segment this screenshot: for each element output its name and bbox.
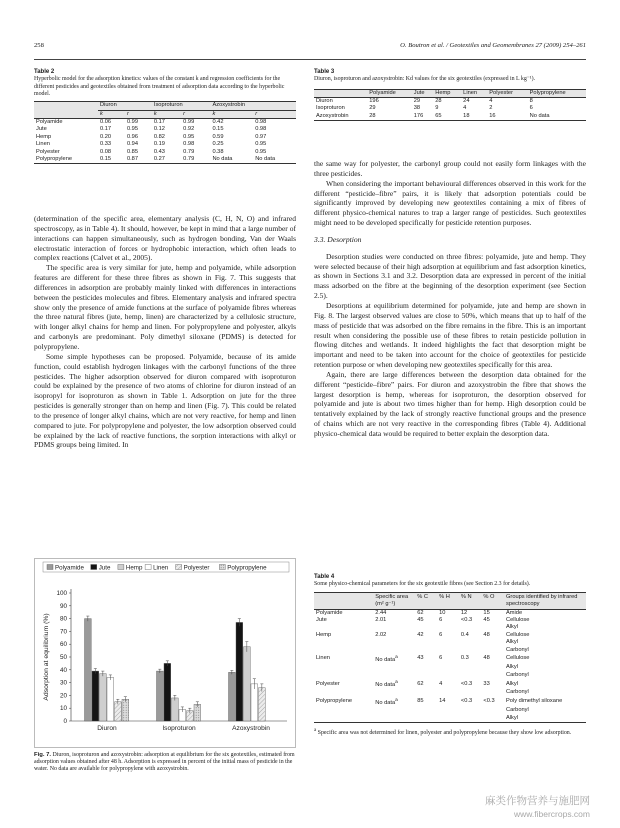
table-cell: 6	[529, 105, 533, 112]
legend-label: Polyamide	[55, 564, 84, 572]
table-cell: Alkyl	[506, 639, 519, 646]
table-cell: 28	[435, 98, 442, 104]
figure-7-caption	[34, 752, 296, 774]
paragraph: The specific area is very similar for jute, hemp and polyamide, while adsorption features are different for these three fibres as shown in Fig. 7. This suggests that differences in adsorption are probably mainly linked with differences in interactions between the pesticides molecules and fibres. Elementary analysis and infrared spectra show only the presence of amide functions at the surface of polyamide fibres whereas the three natural fibres (jute, hemp, linen) are characterized by a cellulosic structure, with longer alkyl chains for hemp and linen. For polypropylene and polyester, alkyls and carbonyls are predominant. Poly dimethyl siloxane (PDMS) is detected for polypropylene.	[34, 263, 296, 351]
table-cell	[481, 639, 504, 646]
table-cell: 0.98	[255, 126, 267, 133]
table-cell: Alkyl	[506, 664, 519, 671]
table-cell: 0.27	[153, 156, 165, 163]
table-cell: 33	[483, 680, 490, 687]
table-cell	[415, 639, 437, 646]
bar-polypropylene-diuron	[122, 699, 129, 721]
y-axis-label: Adsorption at equilibrium (%)	[43, 613, 50, 701]
table-3-label: Table 3	[314, 69, 335, 75]
bar-hemp-azoxystrobin	[244, 647, 251, 721]
table-4-label: Table 4	[314, 574, 335, 580]
legend-swatch	[118, 565, 124, 570]
t2-sub: r	[125, 110, 152, 118]
table-cell: 2.44	[375, 609, 387, 616]
table-cell: Carbonyl	[506, 646, 529, 653]
legend-swatch	[47, 565, 53, 570]
table-cell: 0.4	[460, 631, 469, 638]
row-label: Hemp	[36, 133, 52, 140]
table-cell: 0.17	[153, 119, 165, 125]
legend-swatch	[91, 565, 97, 570]
bar-hemp-isoproturon	[172, 698, 179, 721]
table-cell	[415, 715, 437, 723]
table-cell: <0.3	[460, 698, 473, 705]
table-cell: 0.3	[460, 655, 469, 662]
table-cell: 0.08	[100, 148, 112, 155]
table-cell	[373, 715, 415, 723]
table-cell: 0.95	[255, 141, 267, 148]
right-column	[314, 159, 586, 439]
legend-swatch	[176, 565, 182, 570]
table-cell: 0.38	[212, 148, 224, 155]
table-cell: 62	[417, 680, 424, 687]
column-header: Polyamide	[367, 89, 412, 97]
row-label: Azoxystrobin	[316, 112, 349, 119]
y-tick-label: 70	[59, 628, 67, 636]
table-cell: 0.95	[183, 133, 195, 140]
row-label: Polyamide	[316, 609, 343, 616]
table-row	[314, 105, 586, 112]
legend-label: Linen	[153, 564, 169, 572]
t2-group-0: Diuron	[98, 102, 152, 110]
table-row	[34, 134, 296, 141]
table-row	[314, 715, 586, 723]
y-tick-label: 20	[59, 692, 67, 700]
legend-label: Hemp	[125, 564, 143, 572]
running-title: O. Boutron et al. / Geotextiles and Geomembranes 27 (2009) 254–261	[400, 42, 586, 49]
table-cell	[437, 707, 459, 714]
table-cell	[437, 639, 459, 646]
table-cell	[481, 664, 504, 671]
column-header: Polypropylene	[528, 89, 586, 97]
y-tick-label: 30	[59, 679, 67, 687]
column-header: Hemp	[433, 89, 461, 97]
table-cell	[459, 639, 482, 646]
table-cell	[373, 672, 415, 679]
row-label: Polyester	[36, 148, 60, 155]
table-cell: 85	[417, 698, 424, 705]
row-label: Linen	[316, 655, 330, 662]
x-tick-label: Diuron	[97, 725, 117, 732]
t2-sub: k	[152, 110, 181, 118]
table-cell: 2	[489, 105, 493, 112]
table-cell: 45	[417, 617, 424, 623]
table-row	[314, 113, 586, 121]
y-tick-label: 10	[59, 705, 67, 713]
table-cell	[481, 707, 504, 714]
table-cell: No data$^a$	[375, 680, 398, 689]
y-tick-label: 40	[59, 666, 67, 674]
table-cell: 4	[489, 98, 493, 104]
paragraph: the same way for polyester, the carbonyl group could not easily form linkages with the three pesticides.	[314, 159, 586, 178]
table-row	[314, 639, 586, 646]
table-4-caption: Some physico-chemical parameters for the six geotextile fibres (see Section 2.3 for details).	[314, 581, 531, 588]
table-cell: 0.92	[183, 126, 195, 133]
t2-sub: k	[210, 110, 253, 118]
row-label: Diuron	[316, 98, 333, 104]
table-row	[314, 654, 586, 664]
table-cell: 0.82	[153, 133, 165, 140]
table-cell: 0.79	[183, 148, 195, 155]
table-cell: 0.17	[100, 126, 112, 133]
table-cell	[437, 689, 459, 696]
table-cell: 176	[413, 112, 424, 119]
legend-label: Polyester	[183, 564, 210, 572]
bar-hemp-diuron	[100, 674, 107, 721]
table-cell: Alkyl	[506, 714, 519, 721]
table-cell: 2.01	[375, 617, 387, 623]
table-cell: 0.95	[255, 148, 267, 155]
table-cell: Cellulose	[506, 617, 530, 623]
table-cell: 6	[439, 617, 443, 623]
table-cell: 16	[489, 112, 496, 119]
legend-label: Jute	[98, 564, 111, 572]
table-row	[314, 672, 586, 679]
figure-7	[34, 558, 296, 748]
table-row	[34, 149, 296, 156]
table-cell: 0.15	[212, 126, 224, 133]
table-2-grid	[34, 101, 296, 164]
table-cell: 0.79	[183, 156, 195, 163]
table-cell: 18	[463, 112, 470, 119]
table-cell	[459, 624, 482, 631]
bar-polyamide-azoxystrobin	[229, 672, 236, 721]
legend-swatch	[145, 565, 151, 570]
table-cell: 0.43	[153, 148, 165, 155]
table-cell	[459, 707, 482, 714]
table-3-caption: Diuron, isoproturon and azoxystrobin: Kd values for the six geotextiles (expressed in L kg⁻¹).	[314, 76, 536, 83]
figure-7-label: Fig. 7.	[34, 752, 52, 758]
bar-polyamide-diuron	[85, 619, 92, 721]
table-cell: 0.15	[100, 156, 112, 163]
table-cell	[437, 715, 459, 723]
table-cell: 43	[417, 655, 424, 662]
paragraph: Desorptions at equilibrium determined for polyamide, jute and hemp are shown in Fig. 8. The largest observed values are close to 50%, which means that up to half of the mass of pesticide that was adsorbed on the fibre remains in the fibre. This is an important result when considering the possible use of these fibres to retain pesticide pollution in flowing ditches and wetlands. It indeed highlights the fact that desorption might be important and need to be taken into account for the choice of geotextiles for pesticide retention purpose or when developing new geotextiles specifically for this area.	[314, 300, 586, 370]
y-tick-label: 100	[56, 590, 67, 597]
table-cell	[459, 689, 482, 696]
bar-jute-diuron	[92, 671, 99, 721]
table-cell: <0.3	[460, 617, 473, 623]
paragraph: Some simple hypotheses can be proposed. Polyamide, because of its amide function, could establish hydrogen linkages with the carbonyl functions of the three pesticides. The higher adsorption observed for diuron compared with isoproturon could be explained by the presence of two atoms of chlorine for diuron instead of an isopropyl for isoproturon as shown in Table 1. Adsorption on jute for the three pesticides is generally stronger than on hemp and linen (Fig. 7). This could be related to the presence of longer alkyl chains, which are not very reactive, for hemp and linen compared to jute. For polypropylene and polyester, the low adsorption observed could be explained by the lack of reactive functions, the sorption interactions with alkyl or PDMS groups being limited. In	[34, 351, 296, 450]
column-header: % H	[437, 592, 459, 609]
table-cell: <0.3	[483, 698, 495, 705]
column-header	[314, 592, 373, 609]
column-header: % O	[481, 592, 504, 609]
table-cell	[373, 707, 415, 714]
table-cell	[314, 689, 373, 696]
table-cell	[314, 647, 373, 654]
table-cell: 9	[435, 105, 439, 112]
table-cell	[437, 624, 459, 631]
table-cell	[415, 707, 437, 714]
table-row	[314, 632, 586, 639]
table-cell: 15	[483, 609, 490, 616]
table-cell	[314, 624, 373, 631]
table-cell	[314, 715, 373, 723]
table-cell	[314, 707, 373, 714]
bar-linen-diuron	[107, 677, 114, 721]
table-cell: 0.99	[126, 119, 139, 125]
table-cell	[437, 664, 459, 671]
table-cell: 0.25	[212, 141, 224, 148]
table-cell: Cellulose	[506, 655, 530, 662]
row-label: Linen	[36, 141, 50, 148]
table-cell: 0.59	[212, 133, 224, 140]
bar-jute-isoproturon	[164, 663, 171, 721]
table-cell: Alkyl	[506, 624, 519, 631]
table-cell: 14	[439, 698, 446, 705]
y-tick-label: 0	[63, 718, 67, 725]
table-cell: 65	[435, 112, 442, 119]
table-2	[34, 69, 296, 164]
t2-group-1: Isoproturon	[152, 102, 211, 110]
table-3	[314, 69, 586, 121]
x-tick-label: Isoproturon	[162, 725, 196, 732]
table-cell: 24	[463, 98, 470, 104]
table-cell	[481, 689, 504, 696]
row-label: Hemp	[316, 631, 332, 638]
table-cell	[481, 624, 504, 631]
table-cell: 0.87	[126, 156, 139, 163]
table-row	[34, 156, 296, 164]
row-label: Isoproturon	[316, 105, 345, 112]
watermark-cn: 麻类作物营养与施肥网	[485, 795, 590, 807]
column-header: % C	[415, 592, 437, 609]
column-header: Jute	[412, 89, 434, 97]
table-cell: 0.85	[126, 148, 139, 155]
running-header	[34, 42, 586, 56]
table-cell: 48	[483, 631, 490, 638]
table-cell	[459, 672, 482, 679]
table-cell	[373, 664, 415, 671]
table-cell	[415, 624, 437, 631]
table-cell	[415, 672, 437, 679]
table-cell	[415, 689, 437, 696]
table-cell: 62	[417, 609, 424, 616]
table-3-grid	[314, 89, 586, 122]
table-cell: Carbonyl	[506, 707, 529, 714]
table-cell: 45	[483, 617, 490, 623]
page-number: 258	[34, 42, 44, 49]
legend-swatch	[219, 565, 225, 570]
table-cell: 0.33	[100, 141, 112, 148]
table-2-label: Table 2	[34, 69, 55, 75]
table-cell	[437, 672, 459, 679]
footnote-text: Specific area was not determined for linen, polyester and polypropylene because they show low adsorption.	[317, 729, 572, 736]
row-label: Polyester	[316, 680, 340, 687]
column-header: Groups identified by infrared spectroscopy	[504, 592, 586, 609]
table-cell: 42	[417, 631, 424, 638]
table-cell	[373, 647, 415, 654]
table-cell	[314, 639, 373, 646]
table-4	[314, 574, 586, 737]
table-cell: 29	[369, 105, 376, 112]
table-cell: 0.98	[255, 119, 267, 125]
table-cell: Carbonyl	[506, 671, 529, 678]
bar-polyester-diuron	[115, 702, 122, 721]
figure-7-chart	[35, 559, 297, 749]
table-cell	[314, 672, 373, 679]
t2-sub: r	[253, 110, 296, 118]
row-label: Jute	[36, 126, 47, 133]
table-cell: Poly dimethyl siloxane	[506, 698, 563, 705]
column-header: Specific area (m² g⁻¹)	[373, 592, 415, 609]
bar-linen-azoxystrobin	[251, 684, 258, 721]
table-cell: No data	[212, 156, 233, 163]
table-cell: 196	[369, 98, 379, 104]
table-row	[314, 609, 586, 617]
table-row	[34, 141, 296, 148]
t2-sub: r	[181, 110, 210, 118]
table-cell: No data	[529, 112, 550, 119]
paragraph: Again, there are large differences between the desorption data obtained for the different “pesticide–fibre” pairs. For diuron and azoxystrobin the fibre that shows the largest desorption is hemp, whereas for isoproturon, the desorption observed for polyamide and jute is about two times higher than for hemp. High desorption could be tentatively explained by the lack of strongly reactive functional groups and the presence of chains which are not very reactive in the corresponding fibres (Table 4). Additional physico-chemical data would be required to better explain the desorption data.	[314, 369, 586, 438]
table-cell: 0.96	[126, 133, 139, 140]
table-row	[314, 624, 586, 631]
footnote-mark: a	[395, 697, 398, 703]
table-cell: 0.06	[100, 119, 112, 125]
table-row	[314, 647, 586, 654]
watermark-url: www.fibercrops.com	[513, 809, 590, 819]
table-cell	[415, 664, 437, 671]
table-cell: 0.19	[153, 141, 165, 148]
footnote-mark: a	[395, 680, 398, 686]
table-row	[314, 98, 586, 106]
table-row	[314, 689, 586, 696]
column-header: Linen	[461, 89, 487, 97]
table-cell	[415, 647, 437, 654]
table-cell: 8	[529, 98, 533, 104]
table-cell: Alkyl	[506, 680, 519, 687]
table-cell: No data$^a$	[375, 655, 398, 663]
table-cell	[373, 689, 415, 696]
table-row	[314, 617, 586, 624]
column-header	[314, 89, 367, 97]
table-cell	[437, 647, 459, 654]
paragraph: When considering the important behavioural differences observed in this work for the different “pesticide–fibre” pairs, it is likely that adsorption potentials could be significantly improved by developing new geotextiles containing a mix of fibres of different physico-chemical natures to trap a larger range of pesticides. Such geotextiles might need to be developed specifically for pesticide retention purposes.	[314, 178, 586, 228]
table-cell: Cellulose	[506, 631, 530, 638]
column-header: Polyester	[487, 89, 527, 97]
table-cell: No data	[255, 156, 276, 163]
bar-polyester-azoxystrobin	[259, 688, 266, 721]
table-row	[34, 126, 296, 133]
paragraph: Desorption studies were conducted on three fibres: polyamide, jute and hemp. They were selected because of their high adsorption at equilibrium and fast adsorption kinetics, as shown in Sections 3.1 and 3.2. Desorption data are expressed in percent of the initial mass adsorbed on the fibre at the beginning of the desorption experiment (see Section 2.5).	[314, 251, 586, 301]
t2-group-2: Azoxystrobin	[210, 102, 296, 110]
table-cell: 10	[439, 609, 446, 616]
y-tick-label: 50	[59, 654, 67, 661]
figure-7-caption-text: Diuron, isoproturon and azoxystrobin: adsorption at equilibrium for the six geotextiles, estimated from adsorption values obtained after 48 h. Adsorption is expressed in percent of the initial mass of pesticide in the water. No data are available for polypropylene with azoxystrobin.	[34, 752, 295, 773]
table-cell: <0.3	[460, 680, 473, 687]
footnote-mark: a	[314, 727, 317, 733]
table-row	[34, 119, 296, 127]
table-4-footnote	[314, 727, 586, 737]
y-tick-label: 90	[59, 602, 67, 610]
table-cell: 0.12	[153, 126, 165, 133]
table-cell: 4	[439, 680, 443, 687]
section-heading: 3.3. Desorption	[314, 234, 362, 244]
table-cell	[314, 664, 373, 671]
y-tick-label: 60	[59, 641, 67, 649]
bar-polyamide-isoproturon	[157, 671, 164, 721]
table-cell	[481, 647, 504, 654]
row-label: Polypropylene	[36, 156, 73, 163]
y-tick-label: 80	[59, 615, 67, 623]
table-cell	[481, 672, 504, 679]
table-cell: Amide	[506, 609, 523, 616]
table-cell: 2.02	[375, 631, 387, 638]
table-2-caption: Hyperbolic model for the adsorption kinetics: values of the constant k and regression coefficients for the different pesticides and geotextiles obtained from treatment of adsorption data according to the hyperbolic model.	[34, 76, 285, 97]
table-cell	[481, 715, 504, 723]
table-cell	[459, 715, 482, 723]
legend-label: Polypropylene	[227, 564, 267, 572]
row-label: Polyamide	[36, 119, 63, 125]
x-tick-label: Azoxystrobin	[232, 725, 270, 732]
table-cell: 0.99	[183, 119, 195, 125]
row-label: Jute	[316, 617, 327, 623]
left-column	[34, 214, 296, 450]
table-cell: 0.95	[126, 126, 139, 133]
table-row	[314, 697, 586, 707]
table-row	[314, 664, 586, 671]
table-cell: No data$^a$	[375, 697, 398, 706]
table-cell: 4	[463, 105, 467, 112]
table-row	[314, 707, 586, 714]
table-cell: 29	[413, 98, 421, 104]
header-rule	[34, 59, 586, 60]
footnote-mark: a	[395, 655, 398, 661]
table-cell	[459, 664, 482, 671]
row-label: Polypropylene	[316, 698, 353, 705]
table-row	[314, 679, 586, 689]
table-cell: 0.97	[255, 133, 267, 140]
column-header: % N	[459, 592, 482, 609]
table-cell: 6	[439, 655, 443, 662]
table-cell: Carbonyl	[506, 689, 529, 696]
table-cell: 28	[369, 112, 376, 119]
table-cell: 0.42	[212, 119, 224, 125]
table-cell	[373, 624, 415, 631]
table-cell: 6	[439, 631, 443, 638]
table-cell: 38	[413, 105, 421, 112]
table-cell	[373, 639, 415, 646]
table-cell: 12	[460, 609, 468, 616]
bar-jute-azoxystrobin	[236, 622, 243, 721]
table-cell: 0.20	[100, 133, 112, 140]
t2-sub: k	[98, 110, 125, 118]
table-cell	[459, 647, 482, 654]
table-cell: 48	[483, 655, 490, 662]
table-cell: 0.94	[126, 141, 139, 148]
table-4-grid	[314, 592, 586, 723]
table-cell: 0.98	[183, 141, 195, 148]
paragraph: (determination of the specific area, elementary analysis (C, H, N, O) and infrared spectroscopy, as in Table 4). It should, however, be kept in mind that a large number of interactions can happen simultaneously, such as hydrogen bonding, Van der Waals electrostatic interaction of forces or hydrophobic interaction, which often leads to complex reactions (Calvet et al., 2005).	[34, 214, 296, 263]
